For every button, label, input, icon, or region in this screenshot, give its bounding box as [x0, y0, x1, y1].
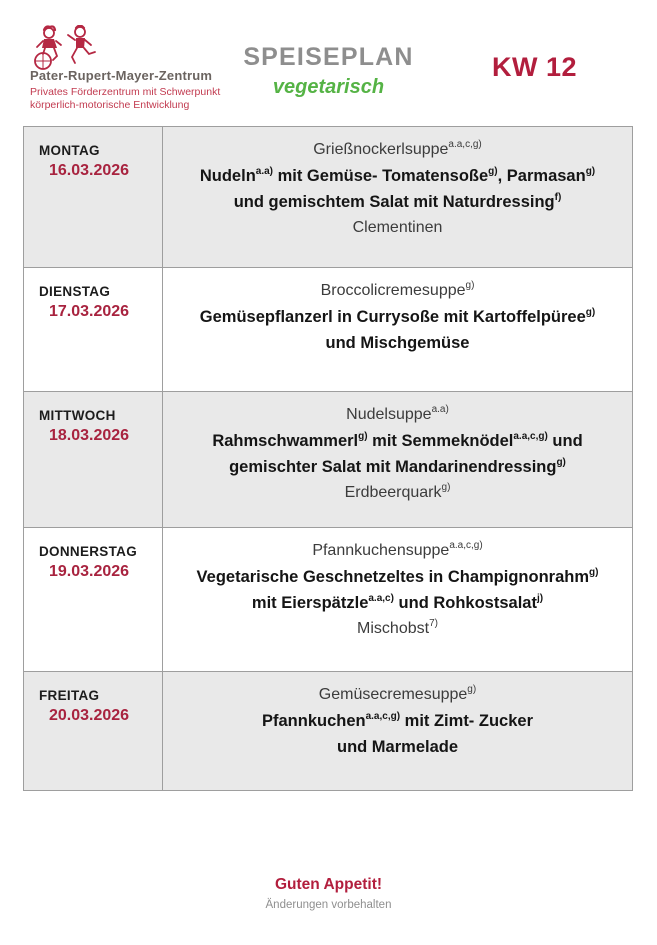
page-title: SPEISEPLAN	[243, 43, 414, 71]
day-cell	[24, 268, 163, 391]
day-label: DONNERSTAG	[39, 544, 138, 559]
changes-note: Änderungen vorbehalten	[265, 899, 392, 911]
menu-cell	[163, 392, 632, 527]
menu-line: Broccolicremesuppe$^{g)}$	[320, 279, 475, 299]
menu-line: und gemischtem Salat mit Naturdressing$^{f)}$	[233, 191, 562, 211]
menu-cell	[163, 127, 632, 267]
menu-cell	[163, 672, 632, 790]
day-cell	[24, 392, 163, 527]
org-name: Pater-Rupert-Mayer-Zentrum	[30, 68, 213, 83]
day-cell	[24, 672, 163, 790]
menu-row	[24, 528, 632, 672]
menu-table	[23, 126, 633, 791]
day-label: MITTWOCH	[39, 408, 116, 423]
day-cell	[24, 528, 163, 671]
menu-cell	[163, 528, 632, 671]
week-badge: KW 12	[492, 52, 578, 82]
day-label: MONTAG	[39, 143, 100, 158]
menu-line: gemischter Salat mit Mandarinendressing$^{g)}$	[229, 456, 566, 476]
menu-row	[24, 392, 632, 528]
menu-line: und Marmelade	[336, 738, 459, 756]
day-label: FREITAG	[39, 688, 100, 703]
menu-line: Rahmschwammerl$^{g)}$ mit Semmeknödel$^{a.a,c,g)}$ und	[212, 430, 583, 450]
menu-cell	[163, 268, 632, 391]
page-subtitle: vegetarisch	[272, 76, 385, 98]
date-label: 18.03.2026	[49, 427, 130, 444]
menu-line: mit Eierspätzle$^{a.a,c)}$ und Rohkostsalat$^{j)}$	[251, 592, 544, 612]
menu-row	[24, 127, 632, 268]
menu-line: Nudelsuppe$^{a.a)}$	[346, 403, 449, 423]
date-label: 16.03.2026	[49, 162, 130, 179]
menu-line: Erdbeerquark$^{g)}$	[344, 481, 451, 501]
day-cell	[24, 127, 163, 267]
menu-line: Gemüsecremesuppe$^{g)}$	[318, 683, 477, 703]
org-subtitle-line2: körperlich-motorische Entwicklung	[30, 99, 190, 111]
menu-line: Grießnockerlsuppe$^{a.a,c,g)}$	[313, 138, 482, 158]
date-label: 20.03.2026	[49, 707, 130, 724]
menu-line: Mischobst$^{7)}$	[357, 617, 438, 637]
date-label: 19.03.2026	[49, 563, 130, 580]
menu-line: Gemüsepflanzerl in Currysoße mit Kartoffelpüree$^{g)}$	[199, 306, 596, 326]
menu-row	[24, 268, 632, 392]
date-label: 17.03.2026	[49, 303, 130, 320]
menu-line: Pfannkuchensuppe$^{a.a,c,g)}$	[312, 539, 483, 559]
menu-row	[24, 672, 632, 790]
day-label: DIENSTAG	[39, 284, 111, 299]
menu-line: Vegetarische Geschnetzeltes in Champignonrahm$^{g)}$	[196, 566, 599, 586]
appetit-message: Guten Appetit!	[274, 876, 383, 893]
org-subtitle-line1: Privates Förderzentrum mit Schwerpunkt	[30, 86, 221, 98]
menu-line: Nudeln$^{a.a)}$ mit Gemüse- Tomatensoße$^{g)}$, Parmasan$^{g)}$	[199, 165, 596, 185]
menu-line: und Mischgemüse	[325, 334, 470, 352]
menu-line: Pfannkuchen$^{a.a,c,g)}$ mit Zimt- Zucker	[261, 710, 533, 730]
menu-line: Clementinen	[352, 219, 443, 236]
